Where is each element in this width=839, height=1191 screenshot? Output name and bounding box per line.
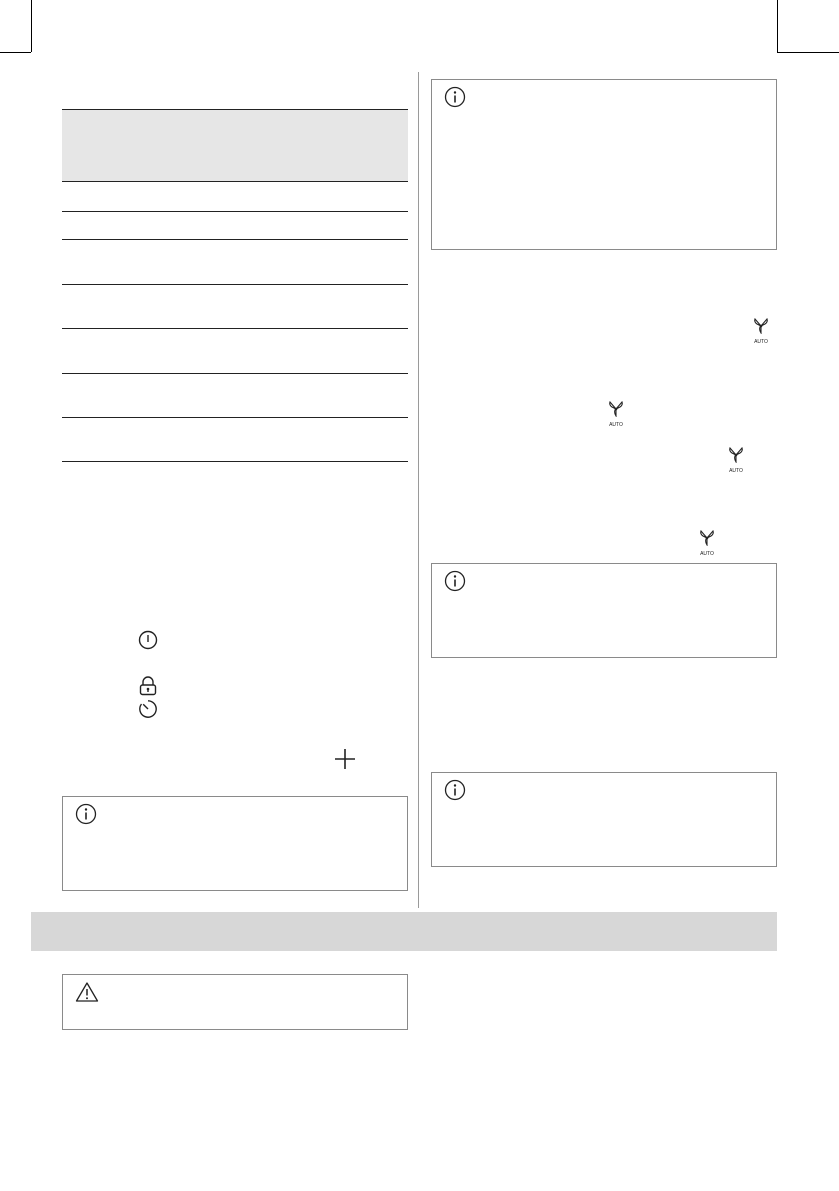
fan-auto-icon: [696, 530, 718, 557]
warning-note: [62, 974, 408, 1030]
table-row: [62, 461, 408, 462]
fan-auto-label: AUTO: [729, 468, 743, 474]
info-icon: [444, 779, 466, 801]
fan-auto-icon: [725, 447, 747, 474]
crop-mark-left-top: [0, 52, 31, 53]
warning-icon: [75, 981, 99, 1003]
info-note: [62, 796, 408, 891]
table-row: [62, 211, 408, 212]
fan-auto-label: AUTO: [700, 551, 714, 557]
fan-auto-icon: [605, 401, 627, 428]
lock-icon: [139, 676, 157, 696]
fan-auto-label: AUTO: [754, 339, 768, 345]
table-row: [62, 239, 408, 240]
crop-mark-top-right: [777, 0, 778, 52]
table-header: [62, 109, 408, 182]
info-icon: [444, 570, 466, 592]
info-icon: [75, 803, 97, 825]
fan-auto-icon: [750, 318, 772, 345]
info-note: [431, 772, 777, 867]
table-row: [62, 284, 408, 285]
table-row: [62, 181, 408, 182]
table-row: [62, 417, 408, 418]
timer-icon: [138, 699, 158, 719]
section-heading-band: [31, 912, 777, 951]
crop-mark-top-left: [31, 0, 32, 52]
power-icon: [138, 630, 158, 650]
column-divider: [418, 72, 419, 908]
plus-icon: [334, 748, 356, 770]
info-note: [431, 79, 777, 250]
fan-auto-label: AUTO: [609, 422, 623, 428]
table-row: [62, 328, 408, 329]
crop-mark-right-top: [777, 52, 839, 53]
info-note: [431, 563, 777, 658]
info-icon: [444, 86, 466, 108]
table-row: [62, 373, 408, 374]
